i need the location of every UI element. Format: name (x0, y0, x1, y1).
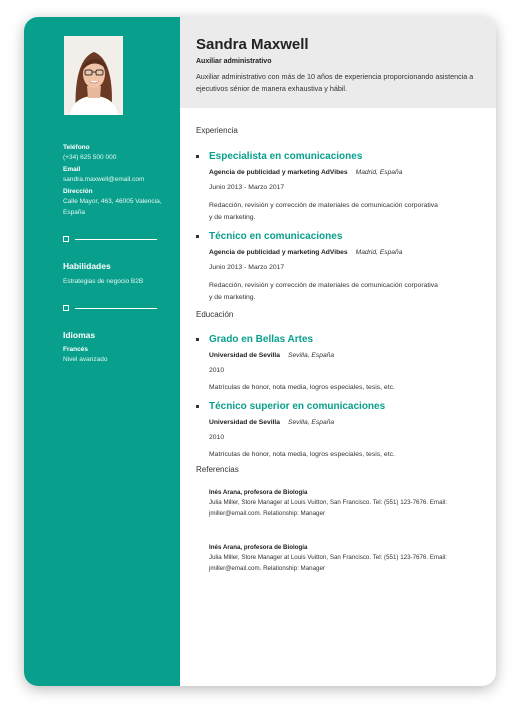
entry-location: Sevilla, España (288, 419, 335, 426)
main-content (180, 108, 496, 686)
person-summary: Auxiliar administrativo con más de 10 años de experiencia proporcionando asistencia a ejecutivos sénior de manera exhaustiva y hábil. (196, 72, 474, 93)
entry-date: Junio 2013 - Marzo 2017 (209, 264, 285, 271)
email-label: Email (63, 166, 81, 173)
entry-location: Sevilla, España (288, 352, 335, 359)
skills-title: Habilidades (63, 261, 111, 271)
contact-block (63, 143, 170, 218)
person-role: Auxiliar administrativo (196, 58, 272, 65)
entry-location: Madrid, España (355, 249, 403, 256)
entry-org: Agencia de publicidad y marketing AdVibes (209, 169, 348, 176)
entry-subtitle (209, 352, 334, 359)
skill-item: Estrategias de negocio B2B (63, 278, 144, 285)
entry-subtitle (209, 249, 402, 256)
entry-org: Universidad de Sevilla (209, 419, 280, 426)
phone-value: (+34) 625 500 000 (63, 154, 117, 161)
sidebar-divider (63, 236, 157, 242)
resume-card (24, 17, 496, 686)
entry-description: Matrículas de honor, nota media, logros especiales, tesis, etc. (209, 384, 395, 391)
entry-description: Matrículas de honor, nota media, logros especiales, tesis, etc. (209, 451, 395, 458)
entry-subtitle (209, 169, 402, 176)
experience-title: Experiencia (196, 126, 238, 135)
profile-photo-illustration (64, 36, 123, 115)
reference-entry (209, 543, 471, 574)
entry-title: Técnico superior en comunicaciones (209, 401, 386, 412)
address-label: Dirección (63, 188, 93, 195)
divider-square (63, 305, 69, 311)
languages-title: Idiomas (63, 330, 96, 340)
entry-description: Redacción, revisión y corrección de materiales de comunicación corporativa y de marketing. (209, 202, 438, 221)
entry-subtitle (209, 419, 334, 426)
email-value: sandra.maxwell@email.com (63, 176, 145, 183)
bullet-icon (196, 235, 199, 238)
bullet-icon (196, 405, 199, 408)
divider-line (75, 239, 157, 240)
entry-date: 2010 (209, 367, 225, 374)
entry-org: Agencia de publicidad y marketing AdVibes (209, 249, 348, 256)
divider-line (75, 308, 157, 309)
entry-title: Especialista en comunicaciones (209, 151, 363, 162)
profile-photo (64, 36, 123, 115)
entry-title: Técnico en comunicaciones (209, 231, 343, 242)
entry-date: 2010 (209, 434, 225, 441)
skills-block (63, 261, 170, 287)
sidebar (24, 17, 180, 686)
bullet-icon (196, 338, 199, 341)
sidebar-divider (63, 305, 157, 311)
entry-org: Universidad de Sevilla (209, 352, 280, 359)
language-name: Francés (63, 346, 88, 353)
address-value: Calle Mayor, 463, 46005 Valencia, España (63, 198, 162, 216)
entry-location: Madrid, España (355, 169, 403, 176)
reference-name: Inés Arana, profesora de Biología (209, 489, 308, 496)
entry-date: Junio 2013 - Marzo 2017 (209, 184, 285, 191)
references-title: Referencias (196, 465, 239, 474)
phone-label: Teléfono (63, 144, 90, 151)
divider-square (63, 236, 69, 242)
bullet-icon (196, 155, 199, 158)
entry-title: Grado en Bellas Artes (209, 334, 314, 345)
education-title: Educación (196, 310, 234, 319)
entry-description: Redacción, revisión y corrección de materiales de comunicación corporativa y de marketing. (209, 282, 438, 301)
reference-name: Inés Arana, profesora de Biología (209, 544, 308, 551)
reference-details: Julia Miller, Store Manager at Louis Vuitton, San Francisco. Tel: (551) 123-7676. Email: jmiller@email.com. Relationship: Manager (209, 499, 447, 517)
resume-header (180, 17, 496, 108)
person-name: Sandra Maxwell (196, 36, 309, 53)
reference-details: Julia Miller, Store Manager at Louis Vuitton, San Francisco. Tel: (551) 123-7676. Email: jmiller@email.com. Relationship: Manager (209, 554, 447, 572)
reference-entry (209, 488, 471, 519)
languages-block (63, 330, 170, 365)
language-level: Nivel avanzado (63, 356, 108, 363)
